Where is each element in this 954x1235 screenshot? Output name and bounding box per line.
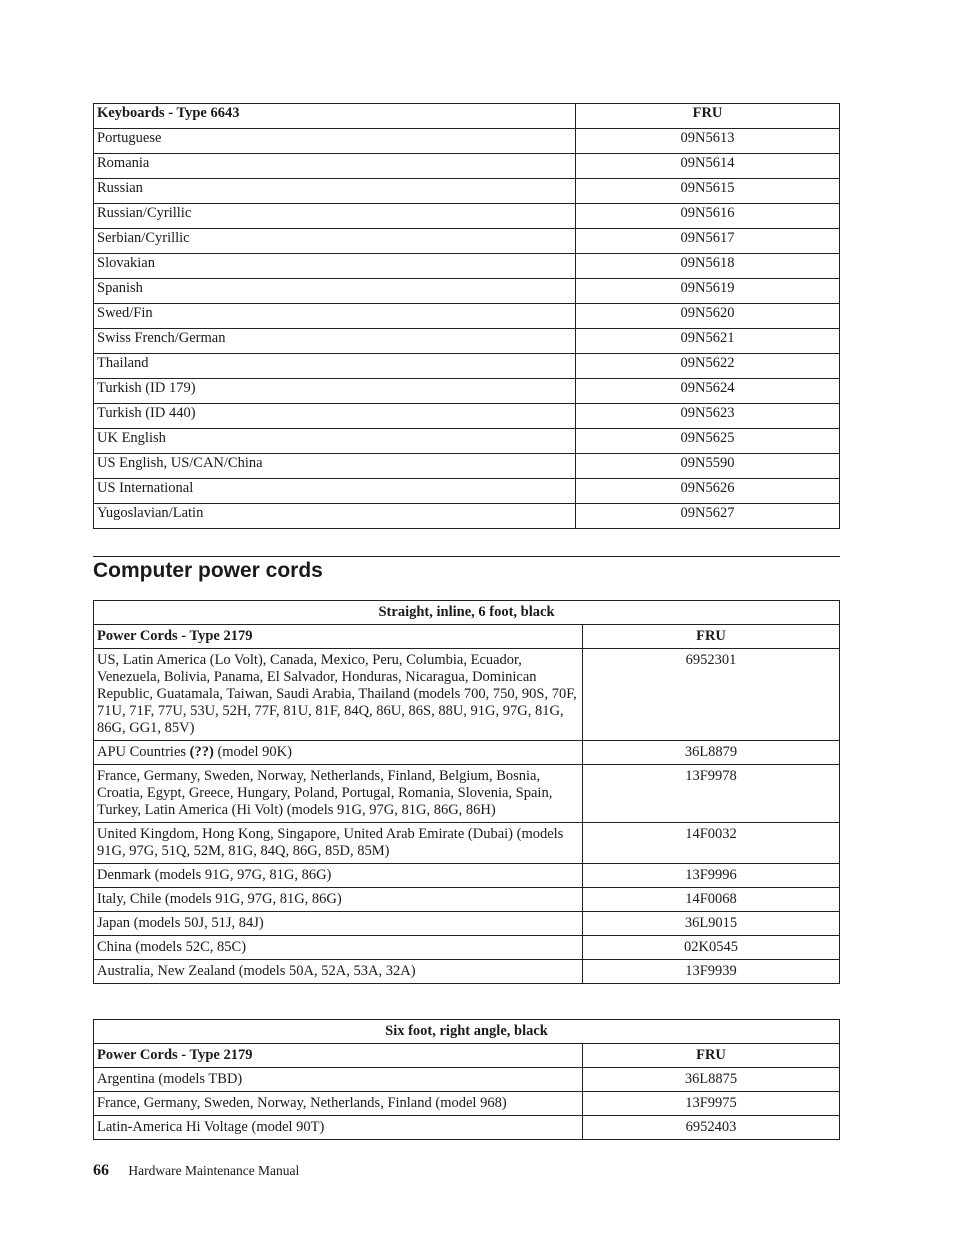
fru-number: 36L9015 <box>583 912 840 936</box>
column-header-fru: FRU <box>583 1044 840 1068</box>
fru-number: 09N5620 <box>576 304 840 329</box>
table-row <box>94 454 840 479</box>
keyboard-name: Swed/Fin <box>94 304 576 329</box>
fru-number: 09N5618 <box>576 254 840 279</box>
table-row <box>94 504 840 529</box>
country-list: France, Germany, Sweden, Norway, Netherlands, Finland, Belgium, Bosnia, Croatia, Egypt, Greece, Hungary, Poland, Portugal, Romania, Slovenia, Spain, Turkey, Latin America (Hi Volt) (models 91G, 97G, 81G, 86G, 86H) <box>94 765 583 823</box>
table-row <box>94 329 840 354</box>
table-row <box>94 1092 840 1116</box>
table-row <box>94 888 840 912</box>
table-row <box>94 741 840 765</box>
table-row <box>94 229 840 254</box>
fru-number: 14F0068 <box>583 888 840 912</box>
keyboard-name: Spanish <box>94 279 576 304</box>
country-list: United Kingdom, Hong Kong, Singapore, United Arab Emirate (Dubai) (models 91G, 97G, 51Q, 52M, 81G, 84Q, 86G, 85D, 85M) <box>94 823 583 864</box>
table-row <box>94 479 840 504</box>
table-row <box>94 129 840 154</box>
table-row <box>94 279 840 304</box>
country-list: Australia, New Zealand (models 50A, 52A, 53A, 32A) <box>94 960 583 984</box>
country-name: APU Countries (??) (model 90K) <box>97 744 292 760</box>
fru-number: 13F9978 <box>583 765 840 823</box>
fru-number: 09N5626 <box>576 479 840 504</box>
keyboard-name: Swiss French/German <box>94 329 576 354</box>
table-row <box>94 379 840 404</box>
table-row <box>94 864 840 888</box>
section-divider <box>93 556 840 557</box>
fru-number: 09N5622 <box>576 354 840 379</box>
table-row <box>94 429 840 454</box>
power-cords-right-angle-table <box>93 1019 840 1140</box>
keyboard-name: Romania <box>94 154 576 179</box>
fru-number: 09N5621 <box>576 329 840 354</box>
table-row <box>94 179 840 204</box>
keyboard-name: Russian/Cyrillic <box>94 204 576 229</box>
table-caption-row <box>94 601 840 625</box>
fru-number: 09N5614 <box>576 154 840 179</box>
fru-number: 09N5619 <box>576 279 840 304</box>
country-list: Argentina (models TBD) <box>94 1068 583 1092</box>
keyboard-name: Thailand <box>94 354 576 379</box>
table-caption-row <box>94 1020 840 1044</box>
fru-number: 36L8875 <box>583 1068 840 1092</box>
table-row <box>94 912 840 936</box>
country-list: China (models 52C, 85C) <box>94 936 583 960</box>
fru-number: 6952301 <box>583 649 840 741</box>
fru-number: 02K0545 <box>583 936 840 960</box>
table-row <box>94 204 840 229</box>
table-header-row <box>94 1044 840 1068</box>
unknown-marker: (??) <box>189 744 214 760</box>
keyboard-name: Portuguese <box>94 129 576 154</box>
keyboard-name: US International <box>94 479 576 504</box>
table-row <box>94 354 840 379</box>
page-footer <box>93 1162 299 1180</box>
country-list: Japan (models 50J, 51J, 84J) <box>94 912 583 936</box>
column-header-fru: FRU <box>583 625 840 649</box>
fru-number: 36L8879 <box>583 741 840 765</box>
table-row <box>94 254 840 279</box>
table-header-row <box>94 104 840 129</box>
table-row <box>94 304 840 329</box>
table-row <box>94 960 840 984</box>
fru-number: 13F9939 <box>583 960 840 984</box>
country-list: US, Latin America (Lo Volt), Canada, Mexico, Peru, Columbia, Ecuador, Venezuela, Bolivia, Panama, El Salvador, Honduras, Nicaragua, Dominican Republic, Guatamala, Taiwan, Saudi Arabia, Thailand (models 700, 750, 90S, 70F, 71U, 71F, 77U, 53U, 52H, 77F, 81U, 81F, 84Q, 86U, 86S, 88U, 91G, 97G, 81G, 86G, GG1, 85V) <box>94 649 583 741</box>
manual-title: Hardware Maintenance Manual <box>128 1163 300 1178</box>
fru-number: 14F0032 <box>583 823 840 864</box>
column-header-keyboard: Keyboards - Type 6643 <box>94 104 576 129</box>
section-title: Computer power cords <box>93 559 323 582</box>
column-header-power-cord: Power Cords - Type 2179 <box>94 1044 583 1068</box>
keyboard-name: Yugoslavian/Latin <box>94 504 576 529</box>
country-list <box>94 741 583 765</box>
fru-number: 09N5624 <box>576 379 840 404</box>
table-row <box>94 765 840 823</box>
table-row <box>94 649 840 741</box>
table-row <box>94 404 840 429</box>
fru-number: 13F9975 <box>583 1092 840 1116</box>
table-row <box>94 1068 840 1092</box>
fru-number: 09N5625 <box>576 429 840 454</box>
keyboard-name: Slovakian <box>94 254 576 279</box>
fru-number: 09N5617 <box>576 229 840 254</box>
fru-number: 09N5627 <box>576 504 840 529</box>
fru-number: 09N5616 <box>576 204 840 229</box>
table-row <box>94 936 840 960</box>
table-header-row <box>94 625 840 649</box>
keyboard-name: US English, US/CAN/China <box>94 454 576 479</box>
power-cords-straight-table <box>93 600 840 984</box>
country-list: Denmark (models 91G, 97G, 81G, 86G) <box>94 864 583 888</box>
fru-number: 09N5623 <box>576 404 840 429</box>
table-row <box>94 823 840 864</box>
keyboard-name: Russian <box>94 179 576 204</box>
keyboard-name: Turkish (ID 440) <box>94 404 576 429</box>
fru-number: 09N5615 <box>576 179 840 204</box>
keyboard-name: UK English <box>94 429 576 454</box>
table-caption: Straight, inline, 6 foot, black <box>94 601 840 625</box>
fru-number: 6952403 <box>583 1116 840 1140</box>
country-list: Latin-America Hi Voltage (model 90T) <box>94 1116 583 1140</box>
column-header-fru: FRU <box>576 104 840 129</box>
table-caption: Six foot, right angle, black <box>94 1020 840 1044</box>
fru-number: 13F9996 <box>583 864 840 888</box>
column-header-power-cord: Power Cords - Type 2179 <box>94 625 583 649</box>
keyboard-name: Turkish (ID 179) <box>94 379 576 404</box>
fru-number: 09N5613 <box>576 129 840 154</box>
table-row <box>94 1116 840 1140</box>
keyboard-name: Serbian/Cyrillic <box>94 229 576 254</box>
keyboards-table <box>93 103 840 529</box>
fru-number: 09N5590 <box>576 454 840 479</box>
country-list: Italy, Chile (models 91G, 97G, 81G, 86G) <box>94 888 583 912</box>
table-row <box>94 154 840 179</box>
country-list: France, Germany, Sweden, Norway, Netherlands, Finland (model 968) <box>94 1092 583 1116</box>
page-number: 66 <box>93 1162 109 1179</box>
